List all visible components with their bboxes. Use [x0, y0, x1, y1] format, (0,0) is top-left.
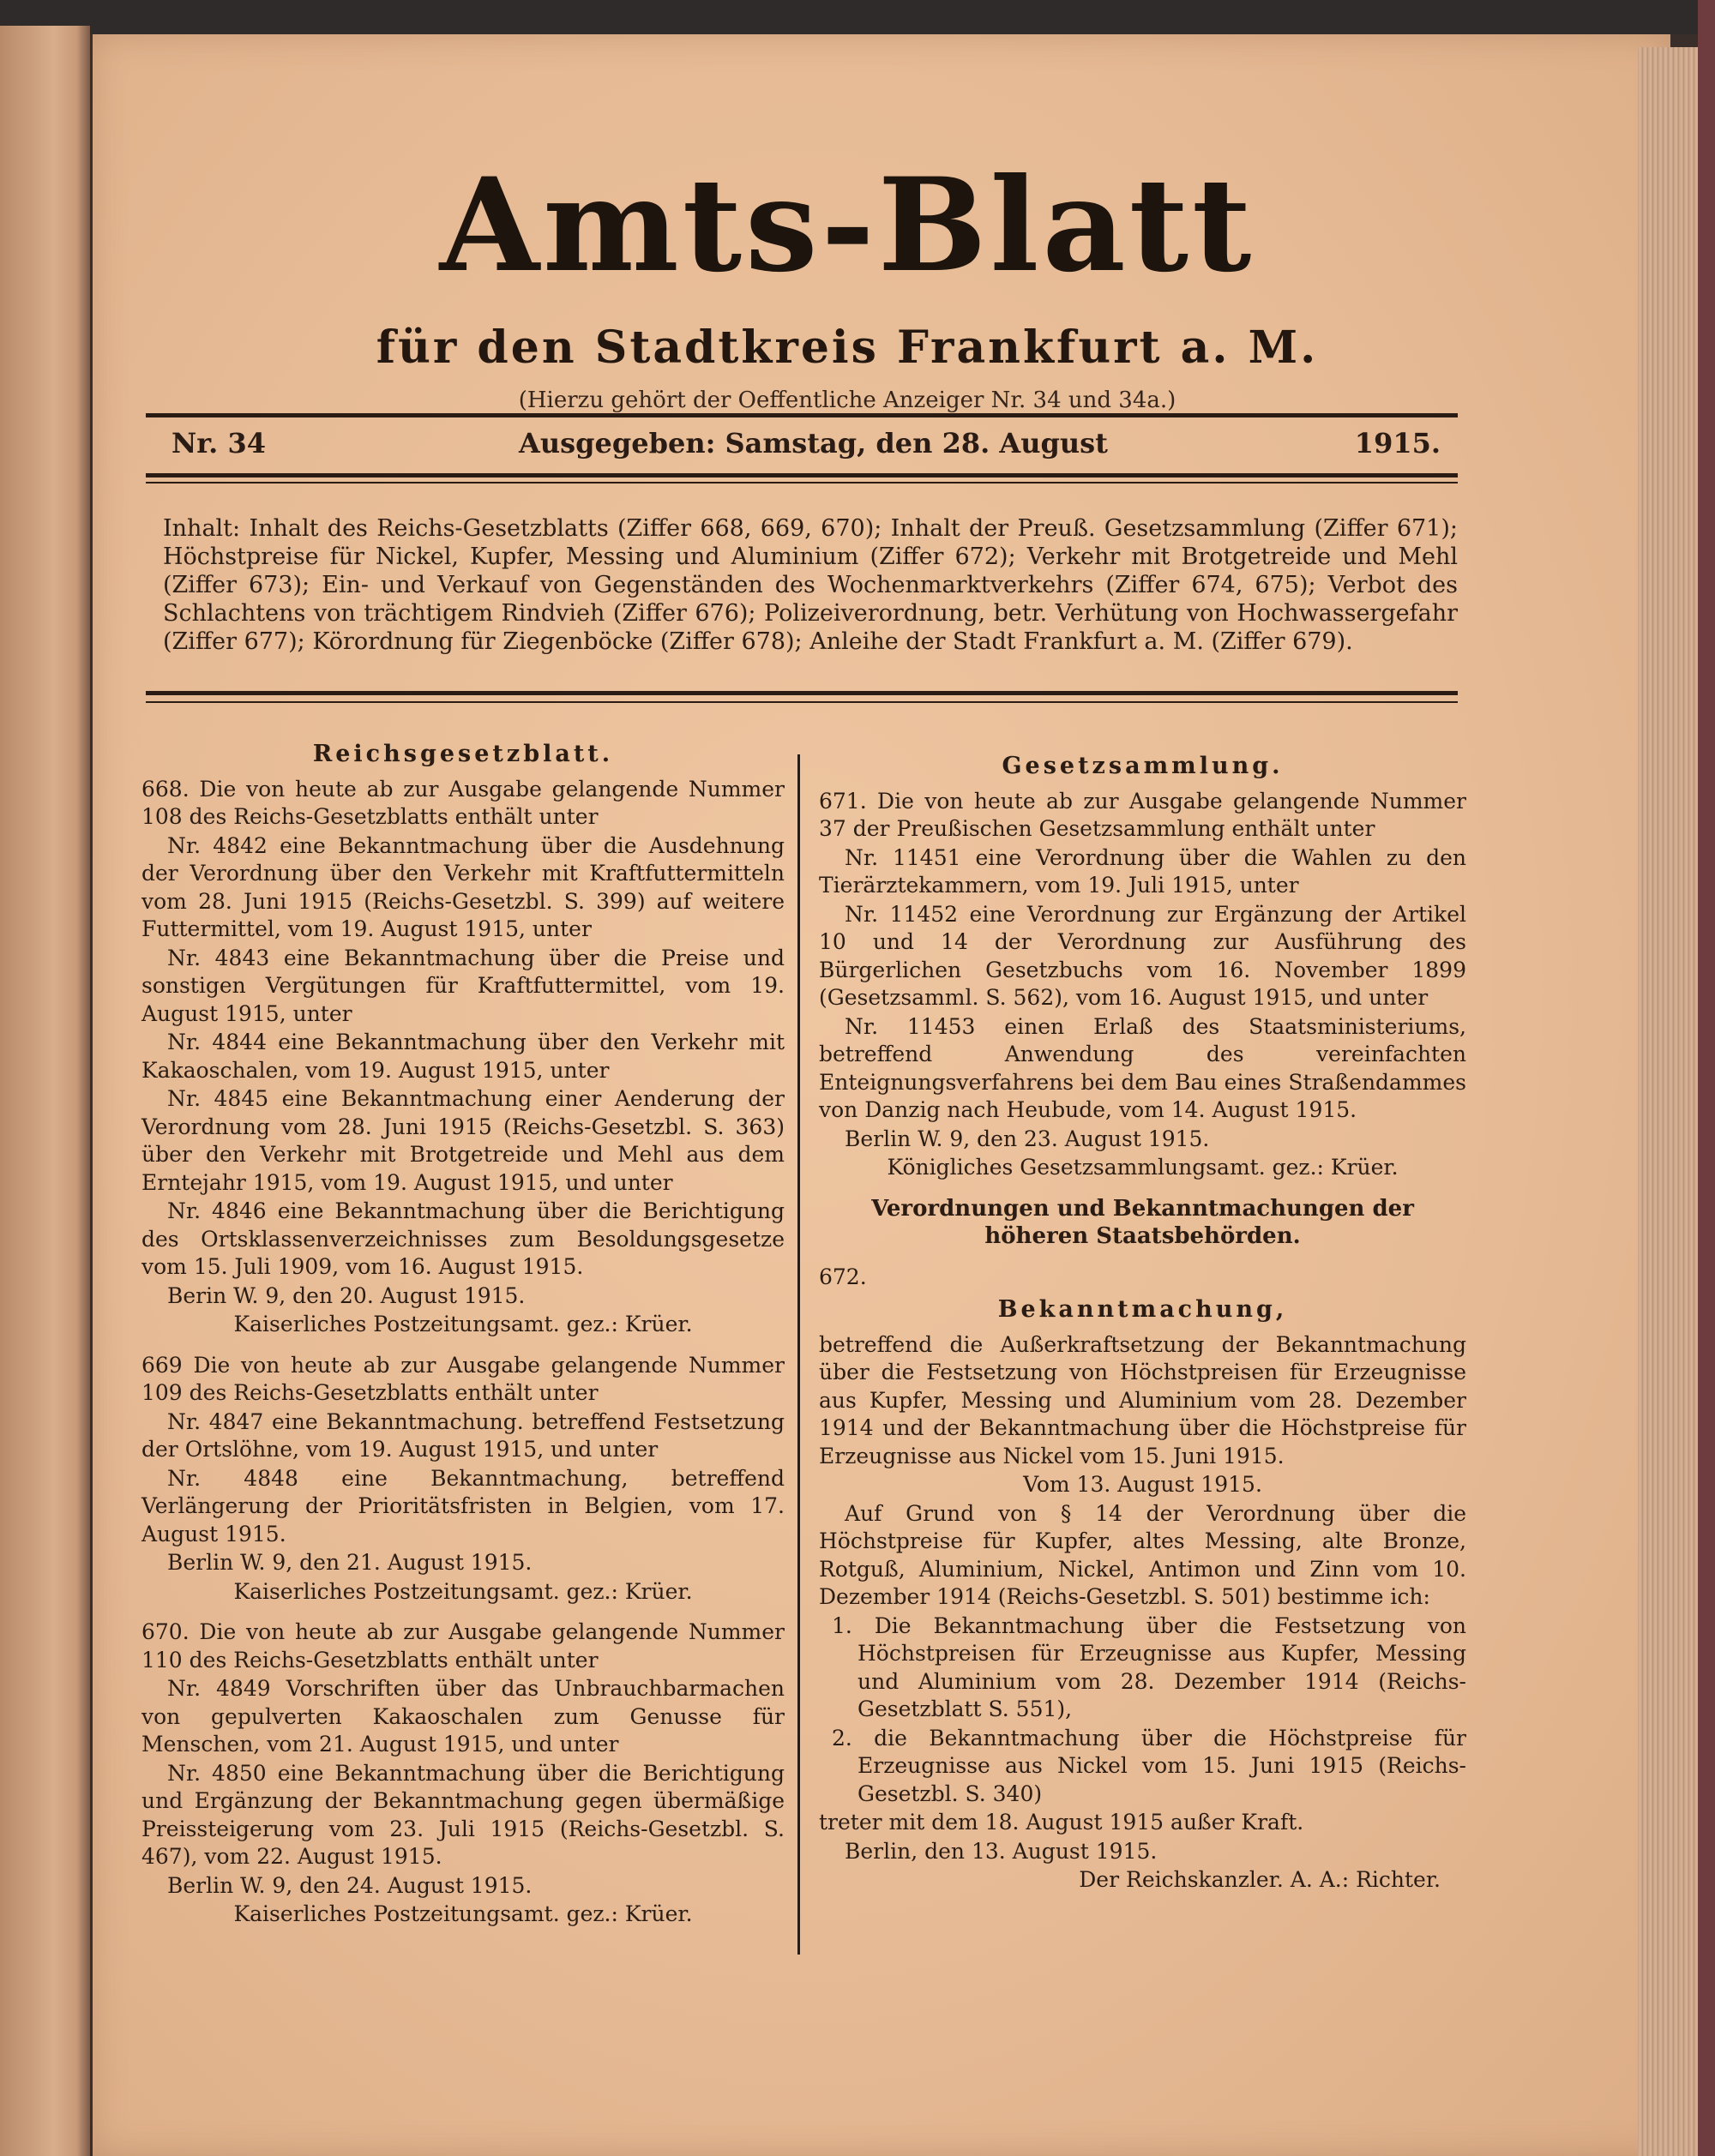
entry-11452: Nr. 11452 eine Verordnung zur Ergänzung der Artikel 10 und 14 der Verordnung zur Ausführung des Bürgerlichen Gesetzbuchs vom 16. November 1899 (Gesetzsamml. S. 562), vom 16. August 1915, und unter — [819, 901, 1466, 1010]
place-date: Berlin W. 9, den 24. August 1915. — [167, 1872, 533, 1898]
entry-11451: Nr. 11451 eine Verordnung über die Wahlen zu den Tierärztekammern, vom 19. Juli 1915, unter — [819, 844, 1466, 898]
section-heading: Reichsgesetzblatt. — [312, 741, 614, 767]
issue-line — [172, 427, 1458, 478]
announcement-conclusion: treter mit dem 18. August 1915 außer Kraft. — [819, 1810, 1304, 1835]
announcement-subject: betreffend die Außerkraftsetzung der Bekanntmachung über die Festsetzung von Höchstpreisen für Erzeugnisse aus Kupfer, Messing und Aluminium vom 28. Dezember 1914 und der Bekanntmachung über die Höchstpreise für Erzeugnisse aus Nickel vom 15. Juni 1915. — [819, 1331, 1466, 1468]
issue-number: Nr. 34 — [172, 427, 266, 459]
facing-page-edge — [0, 26, 90, 2156]
place-date: Berlin W. 9, den 23. August 1915. — [845, 1126, 1210, 1151]
contents-rule-thin — [146, 701, 1458, 703]
place-date: Berlin W. 9, den 21. August 1915. — [167, 1550, 533, 1575]
entry-4848: Nr. 4848 eine Bekanntmachung, betreffend Verlängerung der Prioritätsfristen in Belgien, vom 17. August 1915. — [141, 1465, 785, 1546]
announcement-heading: Bekanntmachung, — [997, 1296, 1288, 1323]
announcement-item-1: 1. Die Bekanntmachung über die Festsetzung von Höchstpreisen für Erzeugnisse aus Kupfer, Messing und Aluminium vom 28. Dezember 1914 (Reichs-Gesetzblatt S. 551), — [832, 1612, 1466, 1721]
entry-668: 668. Die von heute ab zur Ausgabe gelangende Nummer 108 des Reichs-Gesetzblatts enthält unter — [141, 776, 785, 829]
masthead-subtitle: für den Stadtkreis Frankfurt a. M. — [376, 321, 1319, 374]
entry-4842: Nr. 4842 eine Bekanntmachung über die Ausdehnung der Verordnung über den Verkehr mit Kraftfuttermitteln vom 28. Juni 1915 (Reichs-Gesetzbl. S. 399) auf weitere Futtermittel, vom 19. August 1915, unter — [141, 832, 785, 941]
announcement-body: Auf Grund von § 14 der Verordnung über die Höchstpreise für Kupfer, altes Messing, alte Bronze, Rotguß, Aluminium, Nickel, Antimon und Zinn vom 10. Dezember 1914 (Reichs-Gesetzbl. S. 501) bestimme ich: — [819, 1500, 1466, 1609]
scan-background — [0, 0, 1715, 34]
entry-4850: Nr. 4850 eine Bekanntmachung über die Berichtigung und Ergänzung der Bekanntmachung gegen übermäßige Preissteigerung vom 23. Juli 1915 (Reichs-Gesetzbl. S. 467), vom 22. August 1915. — [141, 1760, 785, 1869]
place-date: Berin W. 9, den 20. August 1915. — [167, 1282, 526, 1308]
book-spine — [1698, 0, 1715, 2156]
entry-11453: Nr. 11453 einen Erlaß des Staatsministeriums, betreffend Anwendung des vereinfachten Enteignungsverfahrens bei dem Bau eines Straßendammes von Danzig nach Heubude, vom 14. August 1915. — [819, 1013, 1466, 1122]
section-heading-authorities: Verordnungen und Bekanntmachungen der höheren Staatsbehörden. — [871, 1195, 1414, 1249]
left-column — [141, 736, 785, 1930]
entry-4844: Nr. 4844 eine Bekanntmachung über den Verkehr mit Kakaoschalen, vom 19. August 1915, unter — [141, 1030, 785, 1083]
header-rule-bottom — [146, 473, 1458, 477]
announcement-date: Vom 13. August 1915. — [1023, 1472, 1262, 1497]
entry-670: 670. Die von heute ab zur Ausgabe gelangende Nummer 110 des Reichs-Gesetzblatts enthält unter — [141, 1619, 785, 1673]
entry-669: 669 Die von heute ab zur Ausgabe gelangende Nummer 109 des Reichs-Gesetzblatts enthält unter — [141, 1352, 785, 1405]
place-date: Berlin, den 13. August 1915. — [845, 1838, 1158, 1864]
entry-4845: Nr. 4845 eine Bekanntmachung einer Aenderung der Verordnung vom 28. Juni 1915 (Reichs-Gesetzbl. S. 363) über den Verkehr mit Brotgetreide und Mehl aus dem Erntejahr 1915, vom 19. August 1915, und unter — [141, 1086, 785, 1195]
entry-4847: Nr. 4847 eine Bekanntmachung. betreffend Festsetzung der Ortslöhne, vom 19. August 1915, und unter — [141, 1408, 785, 1462]
masthead-note: (Hierzu gehört der Oeffentliche Anzeiger Nr. 34 und 34a.) — [518, 387, 1176, 413]
contents-rule — [146, 691, 1458, 695]
issue-year: 1915. — [1354, 427, 1441, 459]
column-divider — [797, 754, 800, 1955]
entry-4849: Nr. 4849 Vorschriften über das Unbrauchbarmachen von gepulverten Kakaoschalen zum Genusse für Menschen, vom 21. August 1915, und unter — [141, 1676, 785, 1757]
masthead-title: Amts-Blatt — [439, 150, 1255, 301]
entry-number-672: 672. — [819, 1264, 867, 1289]
table-of-contents: Inhalt: Inhalt des Reichs-Gesetzblatts (Ziffer 668, 669, 670); Inhalt der Preuß. Gesetzsammlung (Ziffer 671); Höchstpreise für Nickel, Kupfer, Messing und Aluminium (Ziffer 672); Verkehr mit Brotgetreide und Mehl (Ziffer 673); Ein- und Verkauf von Gegenständen des Wochenmarktverkehrs (Ziffer 674, 675); Verbot des Schlachtens von trächtigem Rindvieh (Ziffer 676); Polizeiverordnung, betr. Verhütung von Hochwassergefahr (Ziffer 677); Körordnung für Ziegenböcke (Ziffer 678); Anleihe der Stadt Frankfurt a. M. (Ziffer 679). — [163, 515, 1458, 655]
header-rule-top — [146, 413, 1458, 417]
entry-671: 671. Die von heute ab zur Ausgabe gelangende Nummer 37 der Preußischen Gesetzsammlung enthält unter — [819, 788, 1466, 841]
signature: Der Reichskanzler. A. A.: Richter. — [1079, 1867, 1441, 1892]
signature: Kaiserliches Postzeitungsamt. gez.: Krüer. — [233, 1578, 693, 1604]
section-heading: Gesetzsammlung. — [1002, 753, 1284, 779]
signature: Kaiserliches Postzeitungsamt. gez.: Krüer. — [233, 1312, 693, 1336]
right-column — [819, 748, 1466, 1895]
announcement-item-2: 2. die Bekanntmachung über die Höchstpreise für Erzeugnisse aus Nickel vom 15. Juni 1915 (Reichs-Gesetzbl. S. 340) — [832, 1725, 1466, 1806]
issue-date: Ausgegeben: Samstag, den 28. August — [519, 427, 1108, 459]
signature: Kaiserliches Postzeitungsamt. gez.: Krüer. — [233, 1901, 693, 1926]
entry-4846: Nr. 4846 eine Bekanntmachung über die Berichtigung des Ortsklassenverzeichnisses zum Besoldungsgesetze vom 15. Juli 1909, vom 16. August 1915. — [141, 1198, 785, 1279]
header-rule-thin — [146, 482, 1458, 483]
entry-4843: Nr. 4843 eine Bekanntmachung über die Preise und sonstigen Vergütungen für Kraftfuttermittel, vom 19. August 1915, unter — [141, 945, 785, 1026]
signature: Königliches Gesetzsammlungsamt. gez.: Krüer. — [887, 1155, 1399, 1180]
